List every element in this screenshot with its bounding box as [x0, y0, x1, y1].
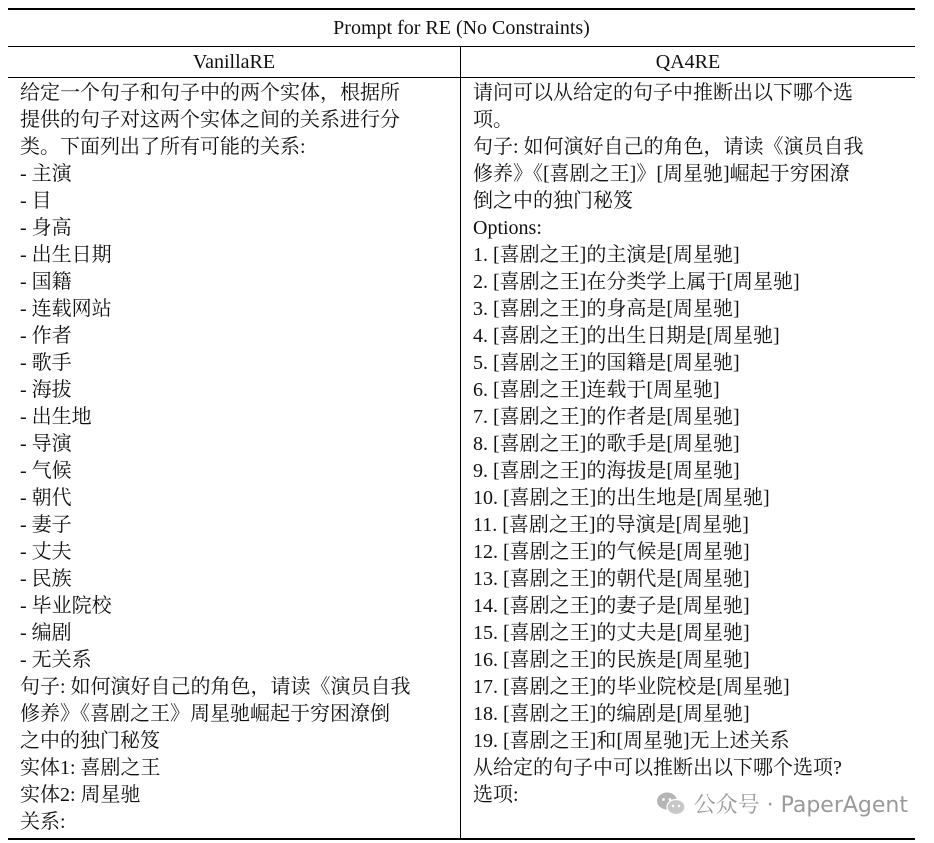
prompt-line: - 主演 [20, 163, 72, 185]
prompt-line: - 连载网站 [20, 298, 112, 320]
prompt-line: 6. [喜剧之王]连载于[周星驰] [473, 379, 720, 401]
table-header-row [8, 47, 915, 78]
prompt-line: 关系: [20, 811, 66, 833]
prompt-line: 项。 [473, 109, 513, 131]
prompt-line: - 气候 [20, 460, 72, 482]
prompt-line: 11. [喜剧之王]的导演是[周星驰] [473, 514, 749, 536]
prompt-line: - 朝代 [20, 487, 72, 509]
prompt-line: 倒之中的独门秘笈 [473, 190, 633, 212]
prompt-line: 5. [喜剧之王]的国籍是[周星驰] [473, 352, 740, 374]
prompt-line: - 目 [20, 190, 52, 212]
prompt-line: 修养》《[喜剧之王]》[周星驰]崛起于穷困潦 [473, 163, 850, 185]
prompt-line: - 民族 [20, 568, 72, 590]
prompt-line: - 出生日期 [20, 244, 112, 266]
prompt-line: 实体1: 喜剧之王 [20, 757, 161, 779]
table-body-row [8, 78, 915, 838]
table-title: Prompt for RE (No Constraints) [8, 10, 915, 47]
prompt-line: 实体2: 周星驰 [20, 784, 141, 806]
column-header-qa4re: QA4RE [655, 50, 721, 73]
prompt-line: 9. [喜剧之王]的海拔是[周星驰] [473, 460, 740, 482]
prompt-line: 19. [喜剧之王]和[周星驰]无上述关系 [473, 730, 790, 752]
prompt-line: 提供的句子对这两个实体之间的关系进行分 [20, 109, 400, 131]
prompt-line: 从给定的句子中可以推断出以下哪个选项? [473, 757, 842, 779]
vanillare-prompt-cell [8, 78, 461, 838]
prompt-line: 请问可以从给定的句子中推断出以下哪个选 [473, 82, 853, 104]
prompt-line: 类。下面列出了所有可能的关系: [20, 136, 306, 158]
prompt-line: 16. [喜剧之王]的民族是[周星驰] [473, 649, 750, 671]
prompt-line: 17. [喜剧之王]的毕业院校是[周星驰] [473, 676, 790, 698]
column-header-vanillare: VanillaRE [8, 47, 461, 77]
prompt-line: 之中的独门秘笈 [20, 730, 160, 752]
prompt-line: 给定一个句子和句子中的两个实体，根据所 [20, 82, 400, 104]
prompt-line: - 歌手 [20, 352, 72, 374]
prompt-line: 3. [喜剧之王]的身高是[周星驰] [473, 298, 740, 320]
prompt-line: - 国籍 [20, 271, 72, 293]
prompt-line: - 出生地 [20, 406, 92, 428]
prompt-line: 修养》《喜剧之王》周星驰崛起于穷困潦倒 [20, 703, 390, 725]
prompt-line: 15. [喜剧之王]的丈夫是[周星驰] [473, 622, 750, 644]
prompt-table [8, 8, 915, 840]
watermark [656, 788, 908, 819]
prompt-line: - 妻子 [20, 514, 72, 536]
prompt-line: - 丈夫 [20, 541, 72, 563]
prompt-line: 句子: 如何演好自己的角色，请读《演员自我 [20, 676, 411, 698]
prompt-line: 8. [喜剧之王]的歌手是[周星驰] [473, 433, 740, 455]
prompt-line: 7. [喜剧之王]的作者是[周星驰] [473, 406, 740, 428]
prompt-line: 12. [喜剧之王]的气候是[周星驰] [473, 541, 750, 563]
prompt-line: - 导演 [20, 433, 72, 455]
wechat-icon [656, 791, 686, 817]
prompt-line: 2. [喜剧之王]在分类学上属于[周星驰] [473, 271, 800, 293]
prompt-line: 18. [喜剧之王]的编剧是[周星驰] [473, 703, 750, 725]
prompt-line: - 毕业院校 [20, 595, 112, 617]
prompt-line: 选项: [473, 784, 519, 806]
prompt-line: 4. [喜剧之王]的出生日期是[周星驰] [473, 325, 780, 347]
prompt-line: Options: [473, 217, 542, 239]
prompt-line: - 作者 [20, 325, 72, 347]
prompt-line: 13. [喜剧之王]的朝代是[周星驰] [473, 568, 750, 590]
prompt-line: - 身高 [20, 217, 72, 239]
watermark-text: 公众号 · PaperAgent [693, 793, 908, 818]
prompt-line: 14. [喜剧之王]的妻子是[周星驰] [473, 595, 750, 617]
prompt-line: - 编剧 [20, 622, 72, 644]
prompt-line: 1. [喜剧之王]的主演是[周星驰] [473, 244, 740, 266]
qa4re-prompt-cell [461, 78, 915, 838]
prompt-line: - 海拔 [20, 379, 72, 401]
prompt-line: 句子: 如何演好自己的角色，请读《演员自我 [473, 136, 864, 158]
prompt-line: - 无关系 [20, 649, 92, 671]
prompt-line: 10. [喜剧之王]的出生地是[周星驰] [473, 487, 770, 509]
